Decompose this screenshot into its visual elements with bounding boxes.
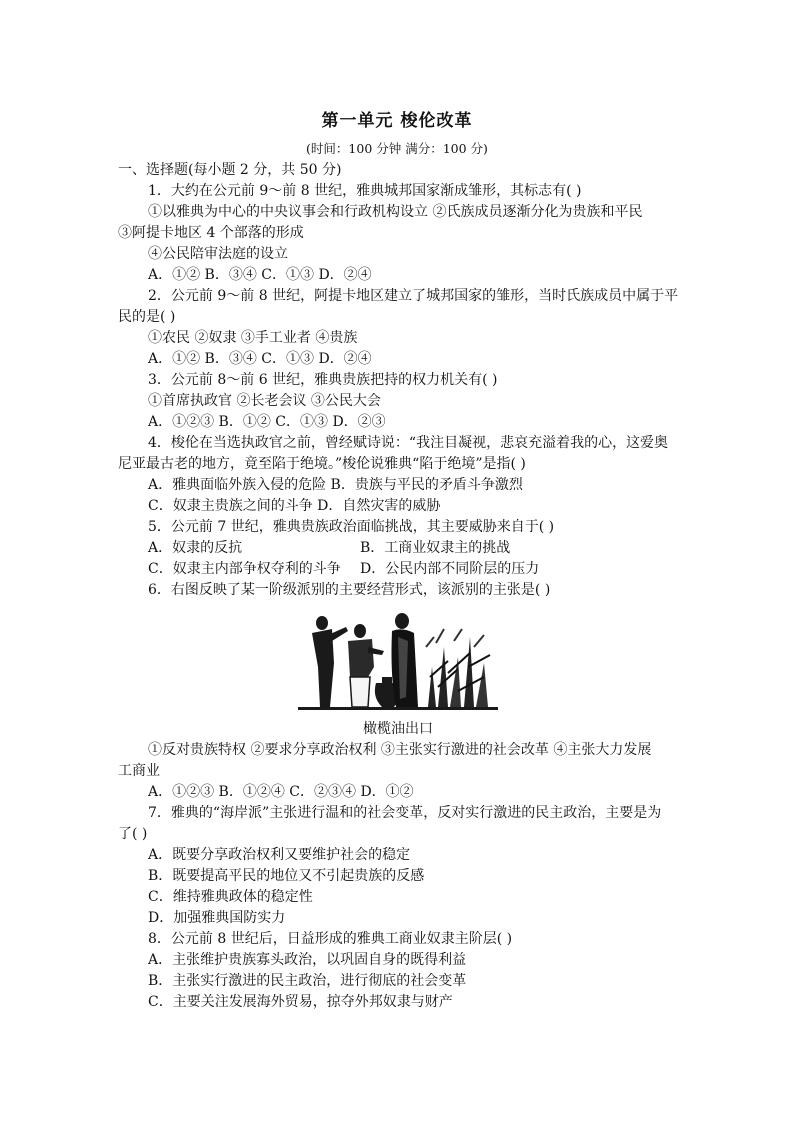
q5-option-b: B．工商业奴隶主的挑战 (360, 540, 511, 556)
q6-options: ①反对贵族特权 ②要求分享政治权利 ③主张实行激进的社会改革 ④主张大力发展 (148, 742, 652, 758)
page-title: 第一单元 梭伦改革 (321, 111, 473, 131)
q5-options-cd (118, 559, 678, 580)
question-list (118, 160, 678, 1013)
q4-options-cd: C．奴隶主贵族之间的斗争 D．自然灾害的威胁 (148, 498, 441, 514)
q6-options-cont: 工商业 (118, 763, 160, 779)
q7-option-d: D．加强雅典国防实力 (148, 910, 286, 926)
section-heading: 一、选择题(每小题 2 分，共 50 分) (118, 162, 342, 178)
vase-painting-image (298, 607, 498, 715)
exam-info: (时间：100 分钟 满分：100 分) (306, 141, 488, 156)
q7-option-c: C．维持雅典政体的稳定性 (148, 889, 313, 905)
q2-options: ①农民 ②奴隶 ③手工业者 ④贵族 (148, 330, 358, 346)
q4-stem-cont: 尼亚最古老的地方，竟至陷于绝境。”梭伦说雅典“陷于绝境”是指( ) (118, 456, 526, 472)
q8-option-a: A．主张维护贵族寡头政治，以巩固自身的既得利益 (148, 952, 467, 968)
q5-options-ab (118, 538, 678, 559)
olive-oil-export-illustration (118, 607, 678, 715)
q3-options: ①首席执政官 ②长老会议 ③公民大会 (148, 393, 381, 409)
q2-stem: 2．公元前 9～前 8 世纪，阿提卡地区建立了城邦国家的雏形，当时氏族成员中属于平 (148, 288, 679, 304)
q2-answers: A．①② B．③④ C．①③ D．②④ (148, 351, 372, 367)
q7-stem: 7．雅典的“海岸派”主张进行温和的社会变革，反对实行激进的民主政治，主要是为 (148, 805, 662, 821)
q2-stem-cont: 民的是( ) (118, 309, 176, 325)
q5-option-d: D．公民内部不同阶层的压力 (360, 561, 540, 577)
q4-options-ab: A．雅典面临外族入侵的危险 B．贵族与平民的矛盾斗争激烈 (148, 477, 523, 493)
figure-caption: 橄榄油出口 (363, 721, 433, 737)
q8-option-b: B．主张实行激进的民主政治，进行彻底的社会变革 (148, 973, 467, 989)
q7-option-b: B．既要提高平民的地位又不引起贵族的反感 (148, 868, 425, 884)
q6-answers: A．①②③ B．①②④ C．②③④ D．①② (148, 784, 414, 800)
q1-options-line: ①以雅典为中心的中央议事会和行政机构设立 ②氏族成员逐渐分化为贵族和平民 (148, 204, 643, 220)
q1-options-line: ④公民陪审法庭的设立 (148, 246, 288, 262)
q8-option-c: C．主要关注发展海外贸易，掠夺外邦奴隶与财产 (148, 994, 453, 1010)
q5-stem: 5．公元前 7 世纪，雅典贵族政治面临挑战，其主要威胁来自于( ) (148, 519, 555, 535)
q1-answers: A．①② B．③④ C．①③ D．②④ (148, 267, 372, 283)
q3-stem: 3．公元前 8～前 6 世纪，雅典贵族把持的权力机关有( ) (148, 372, 498, 388)
q7-stem-cont: 了( ) (118, 826, 148, 842)
q3-answers: A．①②③ B．①② C．①③ D．②③ (148, 414, 386, 430)
q1-options-line: ③阿提卡地区 4 个部落的形成 (118, 225, 304, 241)
q4-stem: 4．梭伦在当选执政官之前，曾经赋诗说：“我注目凝视，悲哀充溢着我的心，这爱奥 (148, 435, 669, 451)
q6-stem: 6．右图反映了某一阶级派别的主要经营形式，该派别的主张是( ) (148, 582, 551, 598)
q5-option-c: C．奴隶主内部争权夺利的斗争 (148, 561, 341, 577)
q7-option-a: A．既要分享政治权利又要维护社会的稳定 (148, 847, 411, 863)
q8-stem: 8．公元前 8 世纪后，日益形成的雅典工商业奴隶主阶层( ) (148, 931, 513, 947)
q5-option-a: A．奴隶的反抗 (148, 540, 243, 556)
q1-stem: 1．大约在公元前 9～前 8 世纪，雅典城邦国家渐成雏形，其标志有( ) (148, 183, 582, 199)
